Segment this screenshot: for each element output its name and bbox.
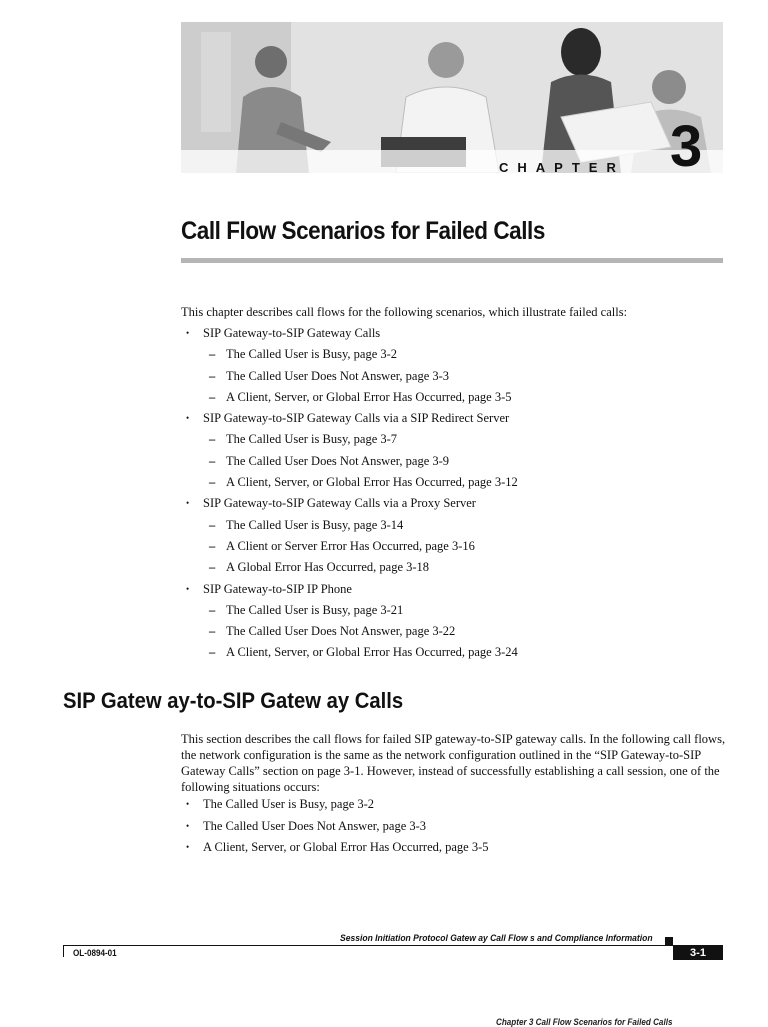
intro-paragraph: This chapter describes call flows for the following scenarios, which illustrate failed calls: [181,305,628,319]
situation-list [181,794,489,859]
footer-doc-number: OL-0894-01 [73,948,117,958]
scenario-link[interactable]: – The Called User is Busy, page 3-7 [181,429,518,450]
scenario-link[interactable]: – The Called User is Busy, page 3-14 [181,515,518,536]
scenario-link[interactable]: – The Called User Does Not Answer, page 3-3 [181,366,518,387]
footer-rule [63,945,723,946]
scenario-link[interactable]: – A Client, Server, or Global Error Has Occurred, page 3-12 [181,472,518,493]
scenario-group: • SIP Gateway-to-SIP Gateway Calls via a Proxy Server [181,493,518,514]
scenario-group: • SIP Gateway-to-SIP Gateway Calls [181,323,518,344]
situation-link[interactable]: • The Called User is Busy, page 3-2 [181,794,489,816]
chapter-banner-photo [181,22,723,173]
scenario-group: • SIP Gateway-to-SIP IP Phone [181,579,518,600]
scenario-link[interactable]: – The Called User Does Not Answer, page 3-9 [181,451,518,472]
next-page-header: Chapter 3 Call Flow Scenarios for Failed Calls [496,1017,673,1027]
scenario-link[interactable]: – The Called User Does Not Answer, page 3-22 [181,621,518,642]
footer-book-title: Session Initiation Protocol Gatew ay Call Flow s and Compliance Information [340,933,653,944]
page-number: 3-1 [673,946,723,960]
title-rule [181,258,723,263]
scenario-link[interactable]: – The Called User is Busy, page 3-2 [181,344,518,365]
scenario-link[interactable]: – A Client or Server Error Has Occurred, page 3-16 [181,536,518,557]
chapter-number: 3 [670,114,703,179]
situation-link[interactable]: • A Client, Server, or Global Error Has Occurred, page 3-5 [181,837,489,859]
scenario-link[interactable]: – A Global Error Has Occurred, page 3-18 [181,557,518,578]
section-heading: SIP Gatew ay-to-SIP Gatew ay Calls [63,688,404,713]
scenario-link[interactable]: – A Client, Server, or Global Error Has Occurred, page 3-24 [181,642,518,663]
chapter-title: Call Flow Scenarios for Failed Calls [181,217,545,245]
chapter-label: CHAPTER [499,160,625,175]
scenario-link[interactable]: – A Client, Server, or Global Error Has Occurred, page 3-5 [181,387,518,408]
scenario-link[interactable]: – The Called User is Busy, page 3-21 [181,600,518,621]
situation-link[interactable]: • The Called User Does Not Answer, page 3-3 [181,816,489,838]
section-paragraph: This section describes the call flows for failed SIP gateway-to-SIP gateway calls. In the following call flows, the network configuration is the same as the network configuration outlined in the “SIP Gateway-to-SIP Gateway Calls” section on page 3-1. However, instead of successfully establishing a call session, one of the following situations occurs: [181,732,726,794]
scenario-group: • SIP Gateway-to-SIP Gateway Calls via a SIP Redirect Server [181,408,518,429]
footer-tick [63,945,64,957]
scenario-list [181,323,518,664]
people-photo-illustration [181,22,723,173]
footer-marker [665,937,673,945]
